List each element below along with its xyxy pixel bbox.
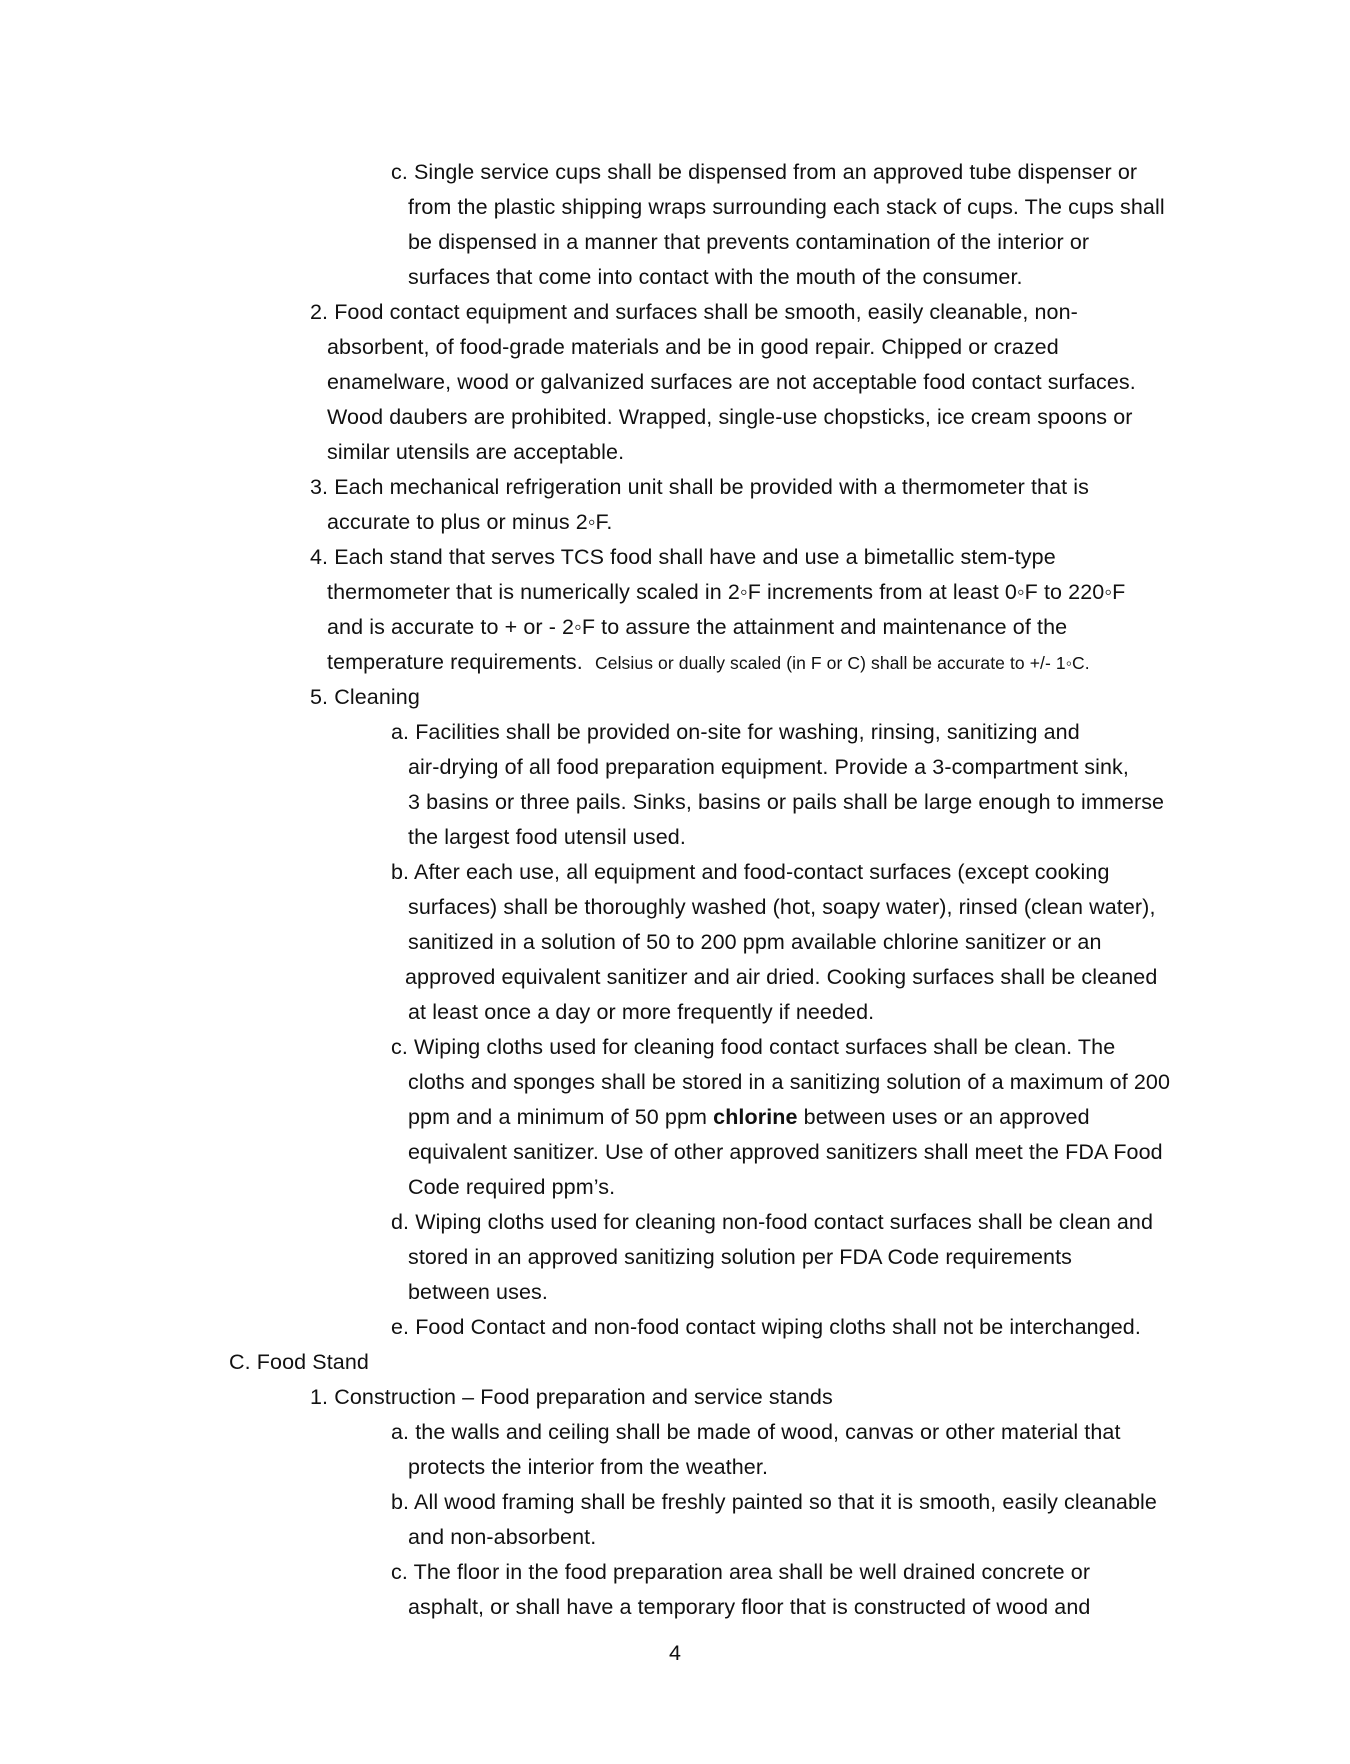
text-line: 3 basins or three pails. Sinks, basins or pails shall be large enough to immerse bbox=[408, 790, 1165, 814]
section-heading: 5. Cleaning bbox=[310, 685, 420, 709]
text-line: sanitized in a solution of 50 to 200 ppm available chlorine sanitizer or an bbox=[408, 930, 1102, 954]
text-line: equivalent sanitizer. Use of other approved sanitizers shall meet the FDA Food bbox=[408, 1140, 1163, 1164]
text-line: the largest food utensil used. bbox=[408, 825, 686, 849]
text-line: cloths and sponges shall be stored in a sanitizing solution of a maximum of 200 bbox=[408, 1070, 1171, 1094]
text-line: 2. Food contact equipment and surfaces shall be smooth, easily cleanable, non- bbox=[310, 300, 1078, 324]
text-line: b. After each use, all equipment and food-contact surfaces (except cooking bbox=[391, 860, 1110, 884]
text-line: protects the interior from the weather. bbox=[408, 1455, 769, 1479]
text-line: enamelware, wood or galvanized surfaces are not acceptable food contact surfaces. bbox=[327, 370, 1136, 394]
text-line: air-drying of all food preparation equipment. Provide a 3-compartment sink, bbox=[408, 755, 1129, 779]
text-span: temperature requirements. bbox=[327, 650, 583, 674]
text-span: between uses or an approved bbox=[797, 1105, 1090, 1129]
text-line: c. Wiping cloths used for cleaning food contact surfaces shall be clean. The bbox=[391, 1035, 1116, 1059]
text-line: absorbent, of food-grade materials and be in good repair. Chipped or crazed bbox=[327, 335, 1059, 359]
text-line: e. Food Contact and non-food contact wiping cloths shall not be interchanged. bbox=[391, 1315, 1141, 1339]
text-line: between uses. bbox=[408, 1280, 548, 1304]
text-line: approved equivalent sanitizer and air dried. Cooking surfaces shall be cleaned bbox=[405, 965, 1158, 989]
text-line: d. Wiping cloths used for cleaning non-food contact surfaces shall be clean and bbox=[391, 1210, 1154, 1234]
text-line: Code required ppm’s. bbox=[408, 1175, 616, 1199]
text-line: and non-absorbent. bbox=[408, 1525, 597, 1549]
text-line: and is accurate to + or - 2◦F to assure the attainment and maintenance of the bbox=[327, 615, 1068, 639]
text-line: 1. Construction – Food preparation and service stands bbox=[310, 1385, 833, 1409]
text-line: b. All wood framing shall be freshly painted so that it is smooth, easily cleanable bbox=[391, 1490, 1157, 1514]
text-line: similar utensils are acceptable. bbox=[327, 440, 625, 464]
text-line: 4. Each stand that serves TCS food shall have and use a bimetallic stem-type bbox=[310, 545, 1056, 569]
text-line: at least once a day or more frequently if needed. bbox=[408, 1000, 875, 1024]
text-line bbox=[327, 647, 1090, 678]
text-line: be dispensed in a manner that prevents contamination of the interior or bbox=[408, 230, 1090, 254]
text-line: a. the walls and ceiling shall be made of wood, canvas or other material that bbox=[391, 1420, 1121, 1444]
text-line: c. Single service cups shall be dispensed from an approved tube dispenser or bbox=[391, 160, 1138, 184]
text-line: thermometer that is numerically scaled in 2◦F increments from at least 0◦F to 220◦F bbox=[327, 580, 1126, 604]
page-number: 4 bbox=[669, 1641, 681, 1665]
text-line: from the plastic shipping wraps surrounding each stack of cups. The cups shall bbox=[408, 195, 1165, 219]
text-line: surfaces) shall be thoroughly washed (hot, soapy water), rinsed (clean water), bbox=[408, 895, 1156, 919]
text-line: stored in an approved sanitizing solution per FDA Code requirements bbox=[408, 1245, 1073, 1269]
bold-text: chlorine bbox=[713, 1105, 798, 1129]
text-line: asphalt, or shall have a temporary floor that is constructed of wood and bbox=[408, 1595, 1091, 1619]
text-span-small: Celsius or dually scaled (in F or C) shall be accurate to +/- 1◦C. bbox=[595, 653, 1090, 673]
text-line: accurate to plus or minus 2◦F. bbox=[327, 510, 613, 534]
section-heading: C. Food Stand bbox=[229, 1350, 369, 1374]
text-line bbox=[408, 1102, 1090, 1132]
text-line: Wood daubers are prohibited. Wrapped, single-use chopsticks, ice cream spoons or bbox=[327, 405, 1133, 429]
text-line: c. The floor in the food preparation area shall be well drained concrete or bbox=[391, 1560, 1091, 1584]
text-span: ppm and a minimum of 50 ppm bbox=[408, 1105, 714, 1129]
text-line: a. Facilities shall be provided on-site for washing, rinsing, sanitizing and bbox=[391, 720, 1080, 744]
text-line: surfaces that come into contact with the mouth of the consumer. bbox=[408, 265, 1023, 289]
text-line: 3. Each mechanical refrigeration unit shall be provided with a thermometer that is bbox=[310, 475, 1090, 499]
